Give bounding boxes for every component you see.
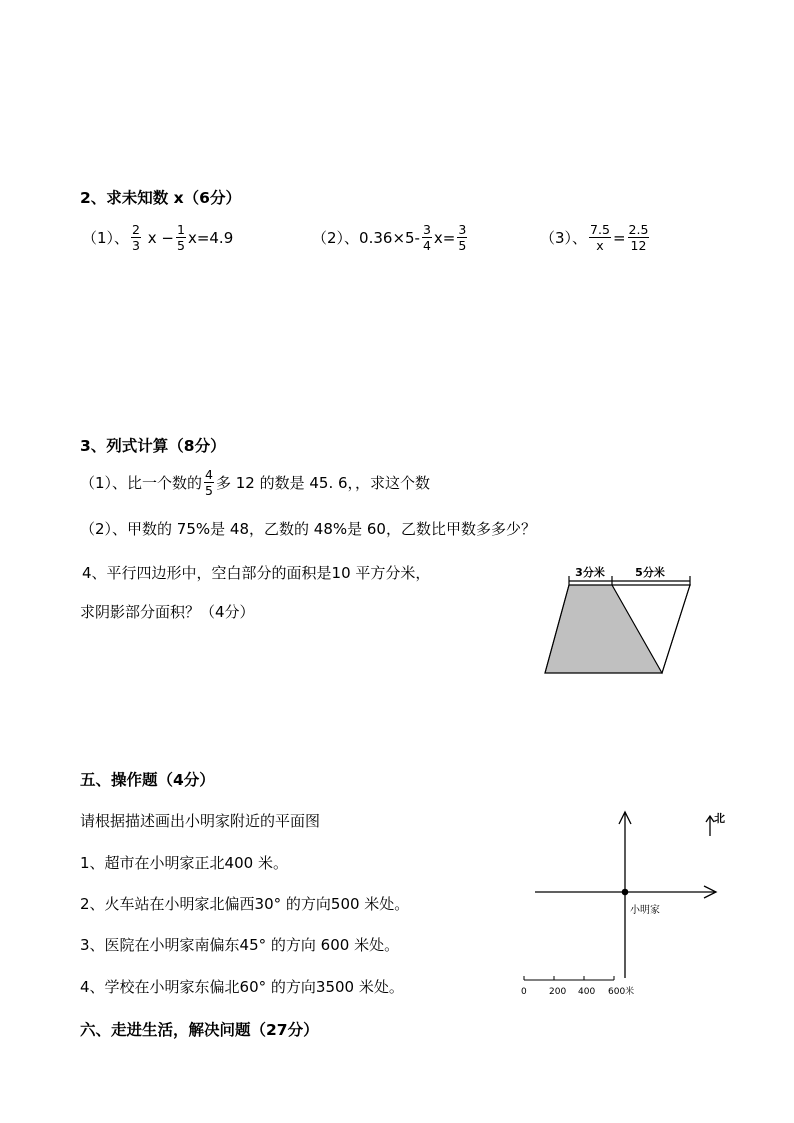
equation-text: x=4.9 xyxy=(187,228,234,247)
fraction: $\frac{2.5}{12}$ xyxy=(628,222,649,253)
scale-label-600: 600米 xyxy=(608,987,635,997)
north-label: 北 xyxy=(714,812,725,825)
fraction: $\frac{1}{5}$ xyxy=(176,222,185,253)
problem-label: （1）、 xyxy=(82,229,130,247)
problem-text: 多 12 的数是 45. 6，，求这个数 xyxy=(216,474,431,492)
task-item-4: 4、学校在小明家东偏北60° 的方向3500 米处。 xyxy=(80,978,404,996)
scale-label-0: 0 xyxy=(521,987,527,997)
problem-2-1 xyxy=(82,222,233,253)
task-item-2: 2、火车站在小明家北偏西30° 的方向500 米处。 xyxy=(80,895,410,913)
equation-text: = xyxy=(612,228,626,247)
fraction: $\frac{7.5}{x}$ xyxy=(590,222,610,253)
scale-label-200: 200 xyxy=(549,987,567,997)
problem-3-1 xyxy=(80,467,430,498)
problem-label: （2）、0.36×5- xyxy=(312,229,420,247)
section-5-intro: 请根据描述画出小明家附近的平面图 xyxy=(80,812,321,830)
section-5-title: 五、操作题（4分） xyxy=(80,771,215,789)
fraction: $\frac{4}{5}$ xyxy=(205,467,213,498)
shaded-trapezoid xyxy=(545,585,662,673)
section-3-title: 3、列式计算（8分） xyxy=(80,437,226,455)
problem-3-2: （2）、甲数的 75%是 48，乙数的 48%是 60，乙数比甲数多多少？ xyxy=(80,520,536,538)
equation-text: x= xyxy=(433,228,456,247)
task-item-3: 3、医院在小明家南偏东45° 的方向 600 米处。 xyxy=(80,936,400,954)
task-item-1: 1、超市在小明家正北400 米。 xyxy=(80,854,288,872)
problem-label: （3）、 xyxy=(540,229,588,247)
fraction: $\frac{3}{5}$ xyxy=(458,222,467,253)
fraction: $\frac{3}{4}$ xyxy=(422,222,431,253)
dimension-label-3: 3分米 xyxy=(575,566,605,579)
section-6-title: 六、走进生活，解决问题（27分） xyxy=(80,1021,319,1039)
problem-4-line2: 求阴影部分面积？（4分） xyxy=(80,603,255,621)
map-axes-figure xyxy=(510,800,750,1005)
problem-2-3 xyxy=(540,222,651,253)
fraction: $\frac{2}{3}$ xyxy=(132,222,140,253)
equation-text: x − xyxy=(143,228,174,247)
home-label: 小明家 xyxy=(630,905,660,916)
home-point xyxy=(622,889,629,896)
parallelogram-figure xyxy=(540,560,700,680)
problem-4-line1: 4、平行四边形中，空白部分的面积是10 平方分米， xyxy=(82,564,431,582)
problem-2-2 xyxy=(312,222,469,253)
problem-text: （1）、比一个数的 xyxy=(80,474,203,492)
dimension-label-5: 5分米 xyxy=(635,566,665,579)
scale-label-400: 400 xyxy=(578,987,596,997)
section-2-title: 2、求未知数 x（6分） xyxy=(80,189,241,207)
